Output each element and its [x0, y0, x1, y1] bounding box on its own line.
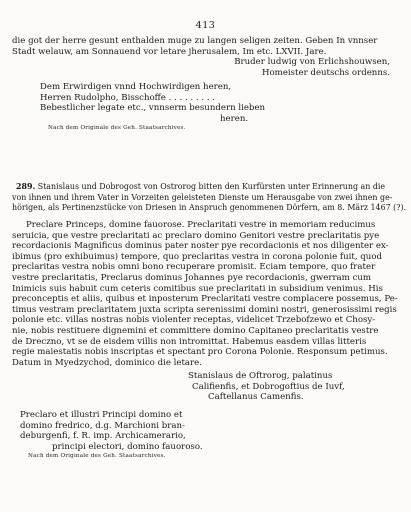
page-number: 413 — [195, 20, 216, 31]
text-line: Stadt welauw, am Sonnauend vor letare jherusalem, Im etc. LXVII. Jare. — [12, 46, 327, 57]
address-block-2 — [12, 410, 396, 460]
letter-body — [12, 220, 396, 368]
body-line: regie maiestatis nobis inscriptas et spectant pro Corona Polonie. Responsum petimus. — [12, 347, 388, 358]
body-line: seruicia, que vestre preclaritati ac preclaro domino Genitori vestre preclaritatis pye — [12, 230, 380, 241]
body-line: preclaritas vestra nobis omni bono recuperare promisit. Eciam tempore, quo frater — [12, 262, 376, 273]
body-line: Inimicis suis habuit cum ceteris comitibus sue preclaritati in subsidium venimus. His — [12, 283, 383, 294]
signature-line: Califienfis, et Dobrogoftius de Iuvf, — [192, 381, 345, 392]
text-line: die got der herre gesunt enthalden muge zu langen seligen zeiten. Geben In vnnser — [12, 36, 378, 46]
body-line: vestre preclaritatis, Preclarus dominus Johannes pye recordacionis, gwerram cum — [12, 272, 372, 283]
address-line: principi electori, domino fauoroso. — [52, 441, 203, 452]
address-line: Preclaro et illustri Principi domino et — [20, 410, 183, 420]
body-line: Preclare Princeps, domine fauorose. Preclaritati vestre in memoriam reducimus — [26, 220, 376, 230]
header-line: von ihnen und ihrem Vater in Vorzeiten geleisteten Dienste um Herausgabe von zwei ihnen ge- — [12, 192, 393, 202]
address-line: Bebestlicher legate etc., vnnserm besundern lieben — [40, 103, 266, 114]
address-line: heren. — [220, 113, 249, 124]
address-block-1 — [12, 82, 396, 132]
body-line: ibimus (pro exhibuimus) tempore, quo preclaritas vestra in corona polonie fuit, quod — [12, 251, 383, 262]
address-line: domino fredrico, d.g. Marchioni bran- — [20, 420, 185, 431]
body-line: nie, nobis restituere dignemini et committere domino Capitaneo preclaritatis vestre — [12, 325, 379, 336]
body-line: timus vestram preclaritatem juxta scripta serenissimi domini nostri, generosissimi regis — [12, 304, 397, 315]
header-line — [12, 182, 396, 193]
signature-line: Homeister deutschs ordenns. — [262, 67, 390, 78]
source-note: Nach dem Originale des Geh. Staatsarchives. — [28, 453, 166, 460]
header-text: Stanislaus und Dobrogost von Ostrorog bitten den Kurfürsten unter Erinnerung an die — [37, 182, 386, 191]
body-line: preconceptis et aliis, quibus et inposterum Preclaritati vestre complacere possemus, Pe- — [12, 294, 398, 305]
document-number: 289. — [16, 182, 36, 191]
header-line: hörigen, als Pertinenzstücke von Driesen in Anspruch genommenen Dörfern, am 8. März 1467 (?). — [12, 203, 407, 213]
address-line: deburgenfi, f. R. imp. Archicamerario, — [20, 431, 186, 442]
signature-line: Bruder ludwig von Erlichshouwsen, — [234, 57, 390, 68]
address-line: Dem Erwirdigen vnnd Hochwirdigen heren, — [40, 82, 232, 92]
body-line: recordacionis Magnificus dominus pater noster pye recordacionis et nos diligenter ex- — [12, 241, 389, 252]
body-line: polonie etc. villas nostras nobis violenter receptas, videlicet Trzebofzewo et Chosy- — [12, 315, 376, 326]
letter-closing — [12, 36, 396, 78]
source-note: Nach dem Originale des Geh. Staatsarchives. — [48, 125, 186, 132]
body-line: Datum in Myedzychod, dominico die letare. — [12, 357, 202, 368]
document-header — [12, 182, 407, 214]
signature-line: Caftellanus Camenfis. — [208, 392, 304, 403]
signature-line: Stanislaus de Oftrorog, palatinus — [188, 371, 333, 381]
address-line: Herren Rudolpho, Bisschoffe . . . . . . . . . — [40, 92, 216, 103]
body-line: de Dreczno, vt se de eisdem villis non intromittat. Habemus easdem villas litteris — [12, 336, 367, 347]
signature-block-2 — [12, 371, 396, 403]
